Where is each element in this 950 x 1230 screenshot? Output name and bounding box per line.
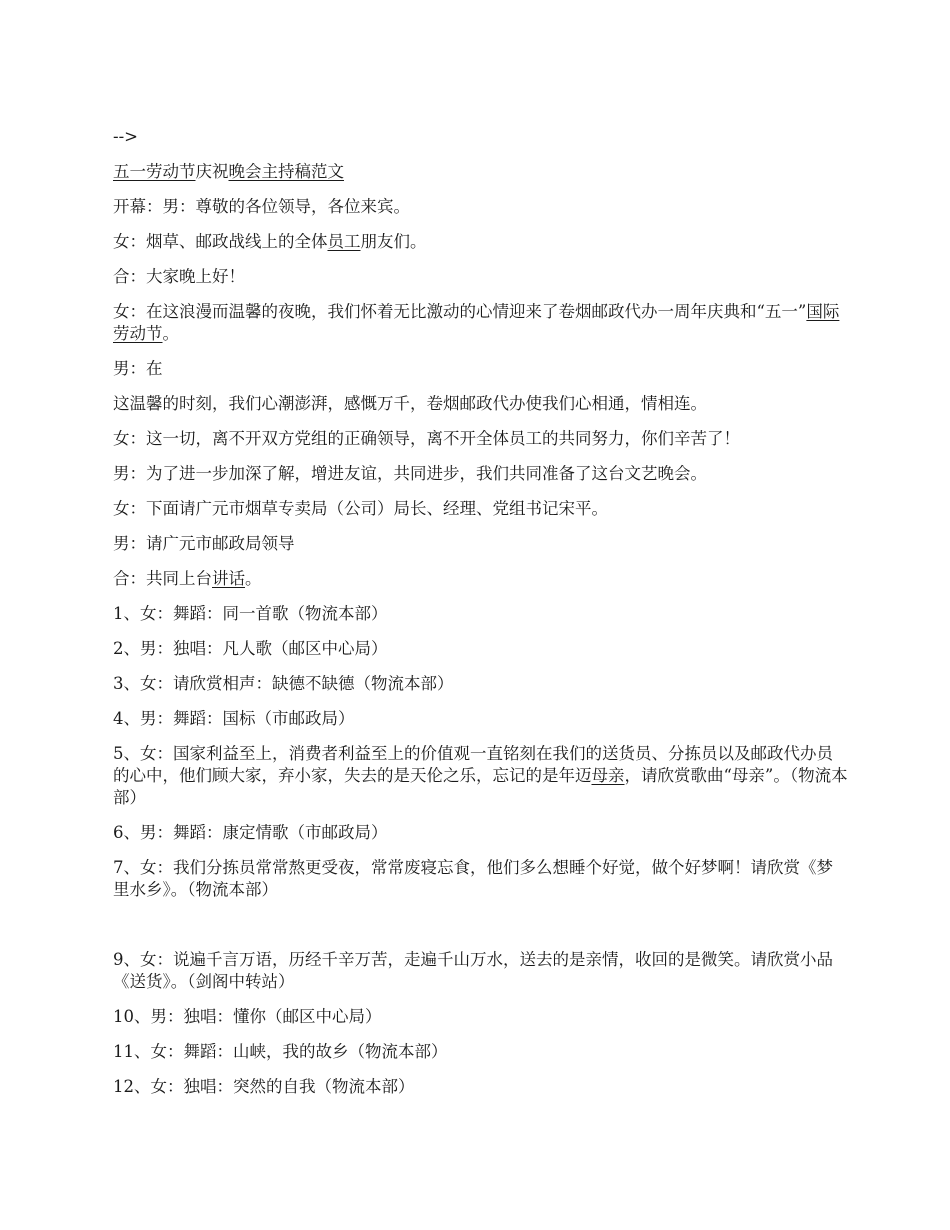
male-line: 男：在 [113, 359, 163, 378]
program-item-12: 12、女：独唱：突然的自我（物流本部） [113, 1077, 415, 1096]
program-item-7: 7、女：我们分拣员常常熬更受夜，常常废寝忘食，他们多么想睡个好觉，做个好梦啊！请欣赏《梦里水乡》。（物流本部） [113, 858, 833, 899]
text-span: 朋友们。 [360, 232, 427, 251]
program-item-9: 9、女：说遍千言万语，历经千辛万苦，走遍千山万水，送去的是亲情，收回的是微笑。请欣赏小品《送货》。（剑阁中转站） [113, 950, 833, 991]
document-title [113, 161, 848, 183]
moment-line: 这温馨的时刻，我们心潮澎湃，感慨万千，卷烟邮政代办使我们心相通，情相连。 [113, 394, 707, 413]
invite-tobacco-line: 女：下面请广元市烟草专卖局（公司）局长、经理、党组书记宋平。 [113, 499, 608, 518]
program-item-10: 10、男：独唱：懂你（邮区中心局） [113, 1007, 382, 1026]
program-item-11: 11、女：舞蹈：山峡，我的故乡（物流本部） [113, 1042, 448, 1061]
speech-line [113, 568, 848, 590]
text-span: ，请欣赏歌曲“母亲”。（物流本部） [113, 766, 848, 807]
document-body [113, 126, 848, 1098]
title-link-holiday[interactable]: 五一劳动节 [113, 162, 196, 181]
text-span: 5、女：国家利益至上，消费者利益至上的价值观一直铭刻在我们的送货员、分拣员以及邮政代办员的心中，他们顾大家，弃小家，失去的是天伦之乐，忘记的是年迈 [113, 744, 833, 785]
program-item-4: 4、男：舞蹈：国标（市邮政局） [113, 709, 355, 728]
program-item-1: 1、女：舞蹈：同一首歌（物流本部） [113, 604, 388, 623]
celebration-paragraph [113, 301, 848, 345]
link-mother[interactable]: 母亲 [591, 766, 625, 785]
link-speech[interactable]: 讲话 [212, 569, 245, 588]
text-span: 。 [245, 569, 262, 588]
title-link-script[interactable]: 晚会主持稿范文 [228, 162, 344, 181]
link-labor-day[interactable]: 国际劳动节 [113, 302, 840, 343]
title-text: 庆祝 [195, 162, 229, 181]
invite-post-line: 男：请广元市邮政局领导 [113, 534, 295, 553]
opening-line: 开幕：男：尊敬的各位领导，各位来宾。 [113, 197, 410, 216]
text-span: 女：烟草、邮政战线上的全体 [113, 232, 328, 251]
greeting-line-together: 合：大家晚上好！ [113, 267, 245, 286]
program-item-3: 3、女：请欣赏相声：缺德不缺德（物流本部） [113, 674, 454, 693]
thanks-line: 女：这一切，离不开双方党组的正确领导，离不开全体员工的共同努力，你们辛苦了！ [113, 429, 740, 448]
comment-marker: --> [113, 127, 138, 146]
greeting-line-female [113, 231, 848, 253]
text-span: 。 [162, 324, 179, 343]
program-item-6: 6、男：舞蹈：康定情歌（市邮政局） [113, 823, 388, 842]
program-item-2: 2、男：独唱：凡人歌（邮区中心局） [113, 639, 388, 658]
program-item-5 [113, 743, 848, 809]
prepare-line: 男：为了进一步加深了解，增进友谊，共同进步，我们共同准备了这台文艺晚会。 [113, 464, 707, 483]
text-span: 合：共同上台 [113, 569, 212, 588]
link-staff[interactable]: 员工 [327, 232, 361, 251]
text-span: 女：在这浪漫而温馨的夜晚，我们怀着无比激动的心情迎来了卷烟邮政代办一周年庆典和“五一” [113, 302, 807, 321]
